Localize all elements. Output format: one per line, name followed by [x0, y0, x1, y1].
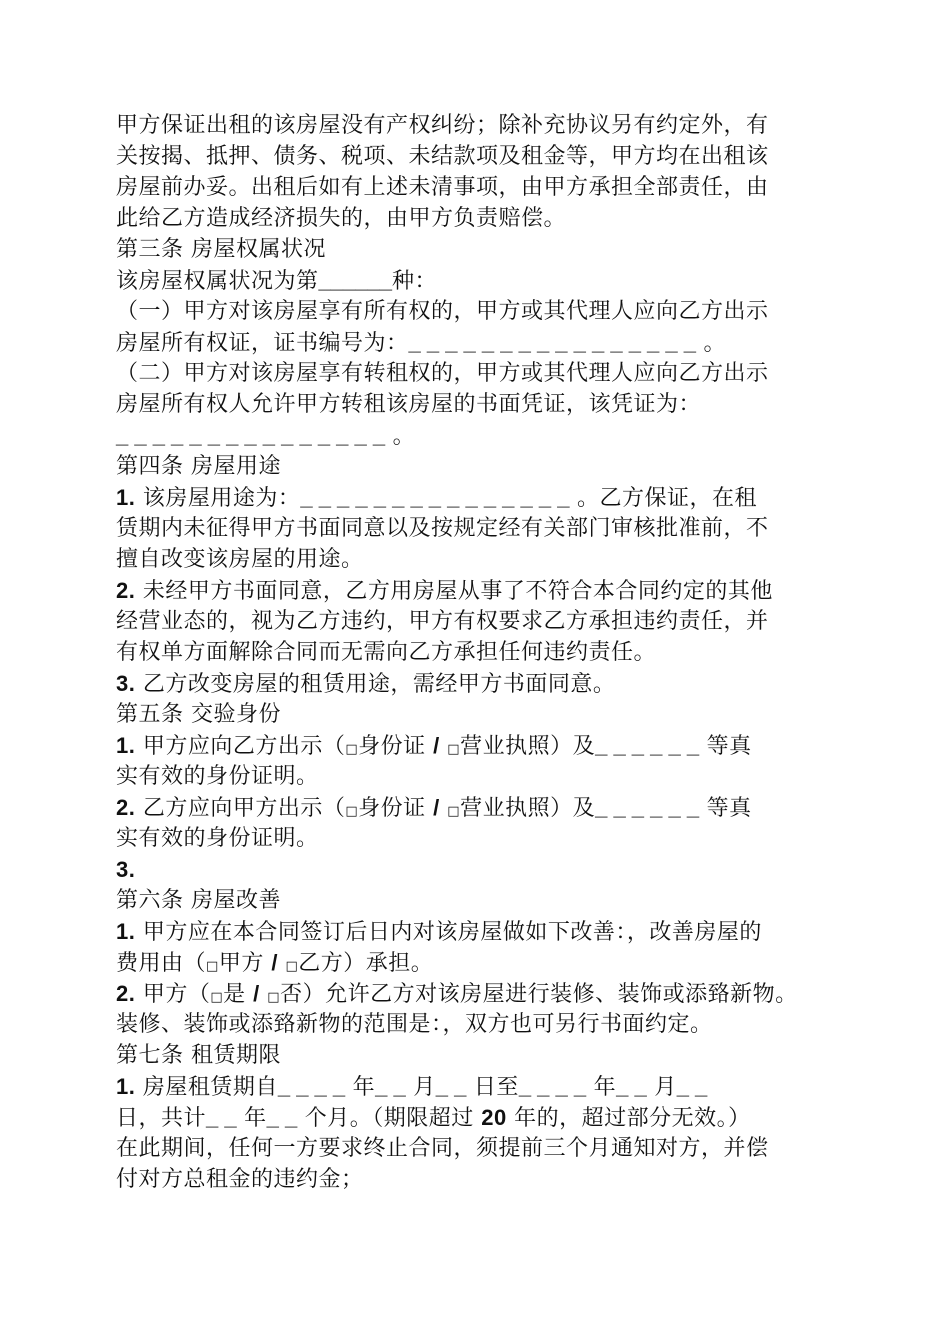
text-run: 实有效的身份证明。	[116, 764, 319, 789]
paragraph-line	[116, 203, 566, 235]
text-run: 实有效的身份证明。	[116, 826, 319, 851]
text-run: 该房屋权属状况为第	[116, 269, 319, 294]
text-run: 等真	[699, 734, 752, 759]
checkbox-icon: □	[345, 742, 359, 757]
paragraph-line	[116, 854, 135, 886]
text-run: 1.	[116, 1074, 136, 1099]
blank-field: _ _ _ _	[277, 1074, 346, 1099]
text-run: 有权单方面解除合同而无需向乙方承担任何违约责任。	[116, 640, 657, 665]
paragraph-line	[116, 916, 762, 948]
blank-field: _ _	[676, 1074, 708, 1099]
section-heading-7	[116, 1040, 281, 1072]
blank-field: _ _ _ _ _ _	[595, 795, 700, 820]
section-heading-5	[116, 699, 281, 731]
section-heading-4	[116, 451, 281, 483]
text-run: 装修、装饰或添臵新物的范围是：，双方也可另行书面约定。	[116, 1012, 713, 1037]
text-run: 此给乙方造成经济损失的，由甲方负责赔偿。	[116, 206, 567, 231]
text-run: 。乙方保证，在租	[569, 486, 757, 511]
paragraph-line	[116, 327, 726, 359]
text-run: 20	[481, 1105, 507, 1130]
text-run: 。	[695, 331, 726, 356]
text-run: 未经甲方书面同意，乙方用房屋从事了不符合本合同约定的其他	[135, 579, 773, 604]
blank-field: _ _ _ _ _ _ _ _ _ _ _ _ _ _ _ _	[408, 330, 696, 355]
text-run: 身份证	[358, 796, 434, 821]
text-run: 个月。（期限超过	[297, 1106, 482, 1131]
text-run: 年	[586, 1075, 617, 1100]
text-run: /	[271, 950, 278, 975]
text-run: 是	[223, 982, 254, 1007]
text-run: 2.	[116, 795, 136, 820]
text-run: 营业执照）及	[460, 734, 596, 759]
text-run: /	[433, 795, 440, 820]
paragraph-line	[116, 420, 415, 452]
text-run: 甲方（	[135, 982, 211, 1007]
text-run: 房屋所有权人允许甲方转租该房屋的书面凭证，该凭证为：	[116, 392, 702, 417]
blank-field: _ _ _ _ _ _ _ _ _ _ _ _ _ _ _	[300, 485, 570, 510]
blank-field: ______	[318, 268, 392, 293]
text-run: 在此期间，任何一方要求终止合同，须提前三个月通知对方，并偿	[116, 1136, 769, 1161]
paragraph-line	[116, 1102, 751, 1134]
text-run: 年	[345, 1075, 376, 1100]
paragraph-line	[116, 947, 433, 979]
text-run: 费用由（	[116, 951, 207, 976]
blank-field: _ _	[375, 1074, 406, 1099]
blank-field: _ _	[616, 1074, 647, 1099]
text-run: 甲方保证出租的该房屋没有产权纠纷；除补充协议另有约定外，有	[116, 113, 769, 138]
text-run: 第七条 租赁期限	[116, 1043, 281, 1068]
text-run: 日至	[466, 1075, 519, 1100]
text-run: 房屋租赁期自	[135, 1075, 278, 1100]
text-run: 1.	[116, 733, 136, 758]
text-run: 年的，超过部分无效。）	[506, 1106, 751, 1131]
text-run: /	[253, 981, 260, 1006]
text-run: 年	[236, 1106, 267, 1131]
checkbox-icon: □	[210, 990, 224, 1005]
text-run: 月	[405, 1075, 436, 1100]
paragraph-line	[116, 823, 319, 855]
text-run: 第六条 房屋改善	[116, 888, 281, 913]
blank-field: _ _	[266, 1105, 298, 1130]
checkbox-icon: □	[267, 990, 281, 1005]
text-run: 种：	[391, 269, 437, 294]
text-run: 第四条 房屋用途	[116, 454, 281, 479]
paragraph-line	[116, 482, 757, 514]
paragraph-line	[116, 730, 752, 762]
section-heading-3	[116, 234, 326, 266]
checkbox-icon: □	[447, 742, 461, 757]
section-heading-6	[116, 885, 281, 917]
text-run: 日，共计	[116, 1106, 207, 1131]
text-run: 经营业态的，视为乙方违约，甲方有权要求乙方承担违约责任，并	[116, 609, 769, 634]
paragraph-line	[116, 978, 798, 1010]
blank-field: _ _	[206, 1105, 237, 1130]
text-run: 3.	[116, 671, 136, 696]
text-run: /	[433, 733, 440, 758]
paragraph-line	[116, 1009, 713, 1041]
text-run: 3.	[116, 857, 136, 882]
text-run: 乙方）承担。	[298, 951, 434, 976]
blank-field: _ _ _ _	[518, 1074, 587, 1099]
text-run: 乙方改变房屋的租赁用途，需经甲方书面同意。	[135, 672, 616, 697]
text-run: 房屋前办妥。出租后如有上述未清事项，由甲方承担全部责任，由	[116, 175, 769, 200]
text-run: 2.	[116, 578, 136, 603]
paragraph-line	[116, 110, 769, 142]
paragraph-line	[116, 358, 769, 390]
text-run: 房屋所有权证，证书编号为：	[116, 331, 409, 356]
text-run: 甲方	[218, 951, 272, 976]
checkbox-icon: □	[345, 804, 359, 819]
text-run: 第五条 交验身份	[116, 702, 281, 727]
text-run: 2.	[116, 981, 136, 1006]
text-run: （二）甲方对该房屋享有转租权的，甲方或其代理人应向乙方出示	[116, 361, 769, 386]
paragraph-line	[116, 141, 769, 173]
text-run: （一）甲方对该房屋享有所有权的，甲方或其代理人应向乙方出示	[116, 299, 769, 324]
blank-field: _ _ _ _ _ _	[595, 733, 700, 758]
text-run: 乙方应向甲方出示（	[135, 796, 346, 821]
text-run: 身份证	[358, 734, 434, 759]
text-run: 1.	[116, 919, 136, 944]
text-run: 付对方总租金的违约金；	[116, 1167, 364, 1192]
blank-field: _ _ _ _ _ _ _ _ _ _ _ _ _ _ _	[116, 423, 386, 448]
text-run: 等真	[699, 796, 752, 821]
paragraph-line	[116, 1071, 707, 1103]
checkbox-icon: □	[206, 959, 219, 974]
paragraph-line	[116, 761, 319, 793]
text-run: 1.	[116, 485, 136, 510]
paragraph-line	[116, 296, 769, 328]
text-run: 关按揭、抵押、债务、税项、未结款项及租金等，甲方均在出租该	[116, 144, 769, 169]
paragraph-line	[116, 172, 769, 204]
paragraph-line	[116, 792, 752, 824]
text-run: 否）允许乙方对该房屋进行装修、装饰或添臵新物。	[280, 982, 798, 1007]
paragraph-line	[116, 265, 437, 297]
paragraph-line	[116, 1133, 769, 1165]
paragraph-line	[116, 544, 364, 576]
text-run: 赁期内未征得甲方书面同意以及按规定经有关部门审核批准前，不	[116, 516, 769, 541]
text-run: 月	[646, 1075, 677, 1100]
checkbox-icon: □	[447, 804, 461, 819]
paragraph-line	[116, 575, 773, 607]
text-run: 第三条 房屋权属状况	[116, 237, 326, 262]
text-run: 甲方应向乙方出示（	[135, 734, 346, 759]
paragraph-line	[116, 1164, 364, 1196]
text-run: 甲方应在本合同签订后日内对该房屋做如下改善：，改善房屋的	[135, 920, 762, 945]
paragraph-line	[116, 513, 769, 545]
paragraph-line	[116, 668, 615, 700]
text-run: 擅自改变该房屋的用途。	[116, 547, 364, 572]
text-run: 。	[385, 424, 416, 449]
checkbox-icon: □	[285, 959, 299, 974]
paragraph-line	[116, 637, 656, 669]
blank-field: _ _	[435, 1074, 467, 1099]
text-run: 该房屋用途为：	[135, 486, 301, 511]
paragraph-line	[116, 606, 769, 638]
text-run: 营业执照）及	[460, 796, 596, 821]
paragraph-line	[116, 389, 701, 421]
